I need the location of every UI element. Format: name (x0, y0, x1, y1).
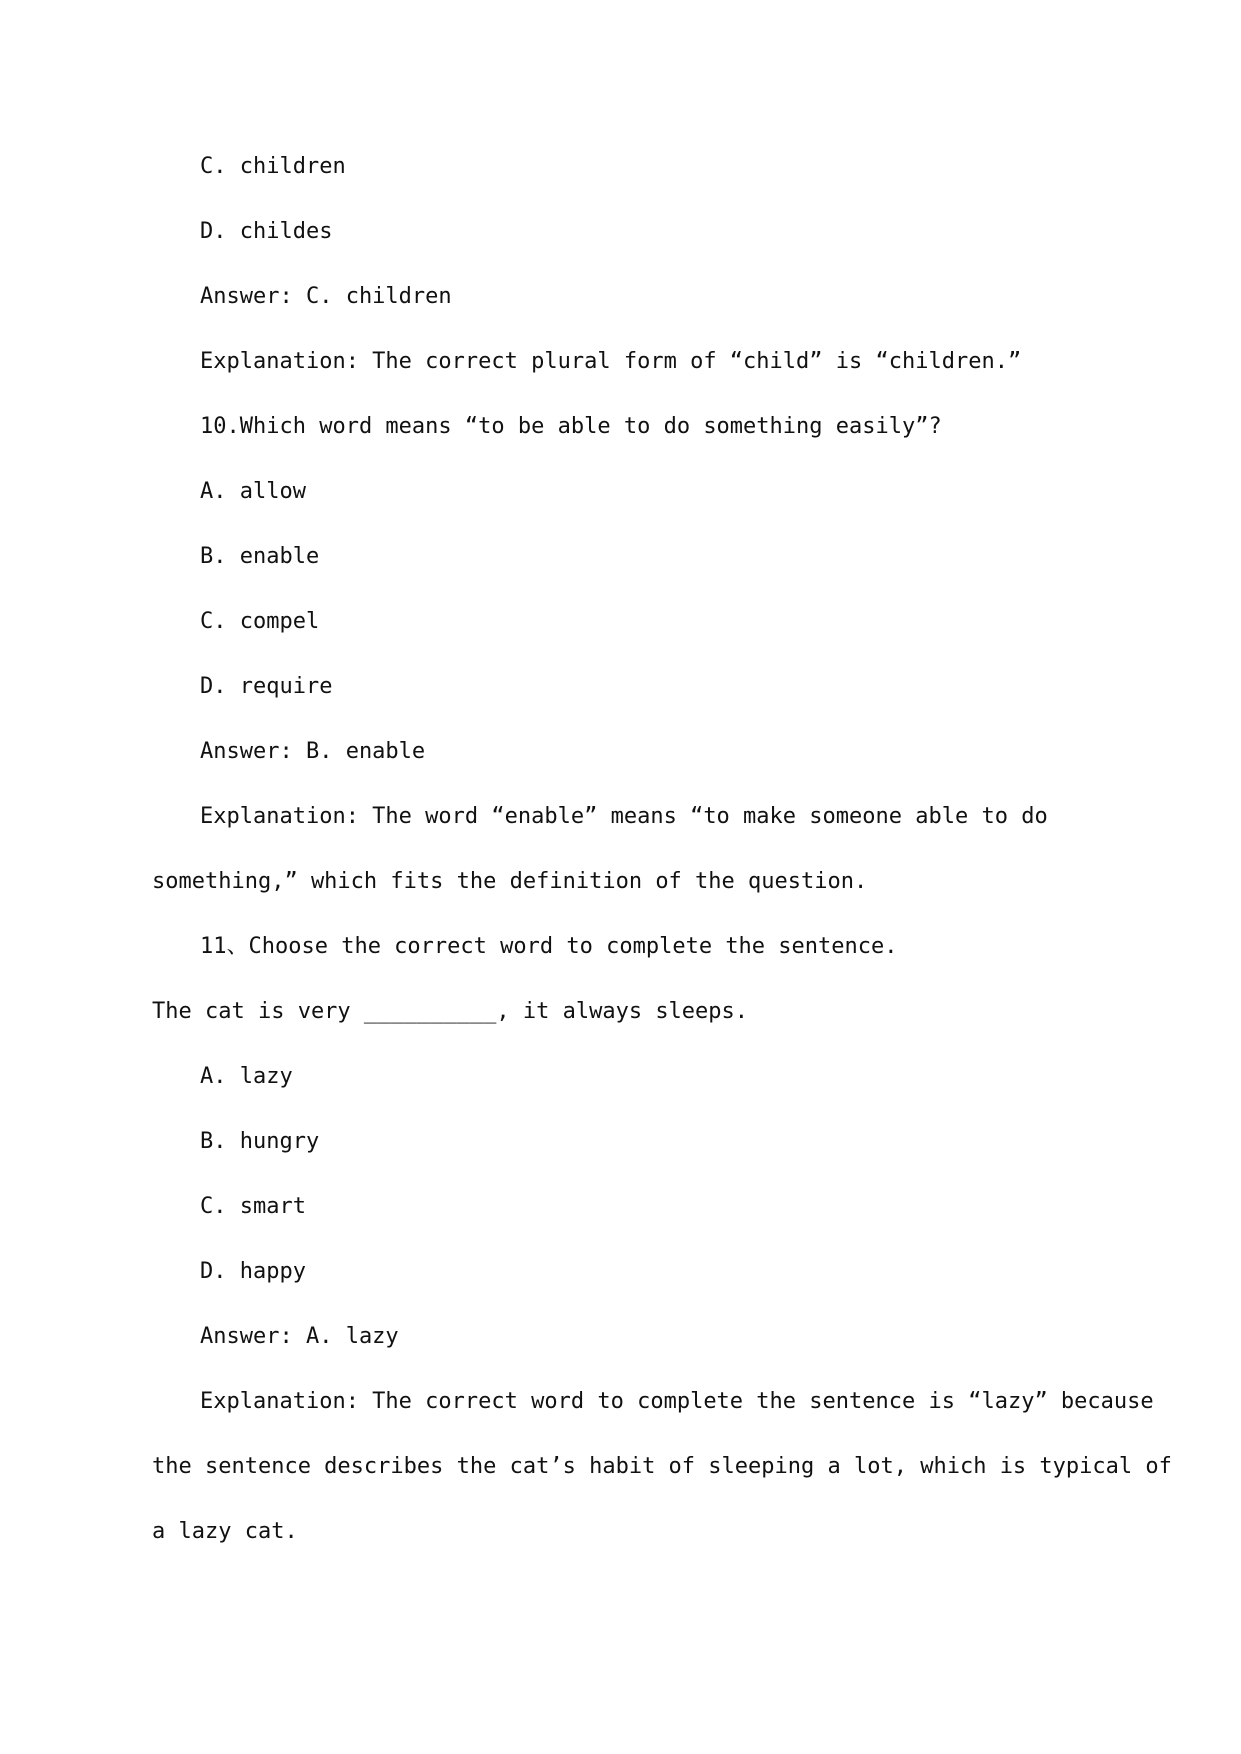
option-d-require: D. require (200, 674, 333, 699)
explanation-11-line2: the sentence describes the cat’s habit of sleeping a lot, which is typical of (152, 1454, 1172, 1479)
option-b-hungry: B. hungry (200, 1129, 320, 1154)
explanation-10-line1: Explanation: The word “enable” means “to make someone able to do (200, 804, 1048, 829)
option-a-lazy: A. lazy (200, 1064, 293, 1089)
answer-9: Answer: C. children (200, 284, 452, 309)
explanation-11-line1: Explanation: The correct word to complete the sentence is “lazy” because (200, 1389, 1154, 1414)
option-d-happy: D. happy (200, 1259, 306, 1284)
explanation-11-line3: a lazy cat. (152, 1519, 298, 1544)
question-11: 11、Choose the correct word to complete the sentence. (200, 934, 898, 959)
question-10: 10.Which word means “to be able to do something easily”? (200, 414, 942, 439)
option-d-childes: D. childes (200, 219, 333, 244)
option-a-allow: A. allow (200, 479, 306, 504)
option-c-compel: C. compel (200, 609, 320, 634)
question-11-sentence: The cat is very __________, it always sleeps. (152, 999, 749, 1024)
explanation-9: Explanation: The correct plural form of “child” is “children.” (200, 349, 1022, 374)
explanation-10-line2: something,” which fits the definition of the question. (152, 869, 868, 894)
answer-10: Answer: B. enable (200, 739, 426, 764)
option-c-children: C. children (200, 154, 346, 179)
answer-11: Answer: A. lazy (200, 1324, 399, 1349)
option-b-enable: B. enable (200, 544, 320, 569)
option-c-smart: C. smart (200, 1194, 306, 1219)
